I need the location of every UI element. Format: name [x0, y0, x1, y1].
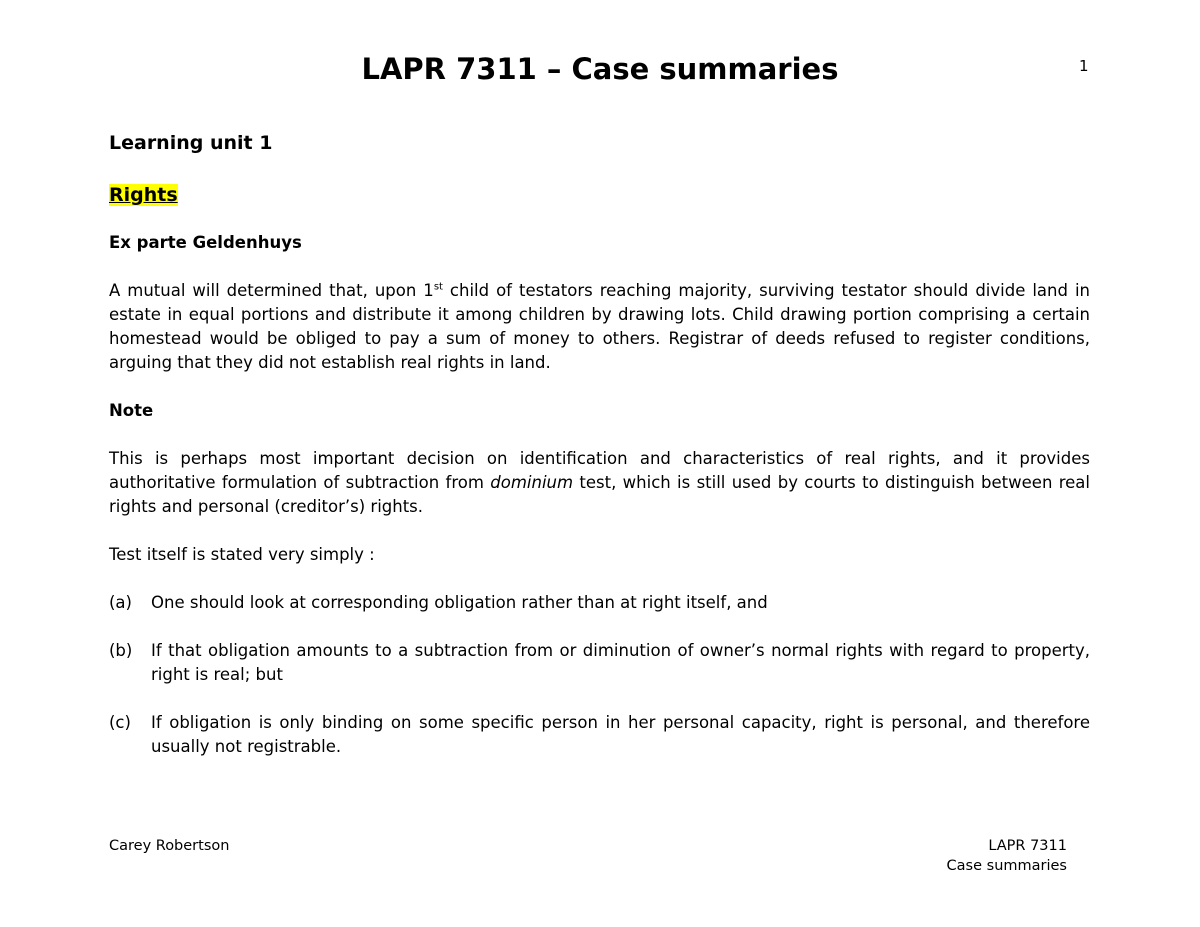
footer-author: Carey Robertson — [109, 838, 230, 854]
list-item-marker: (b) — [109, 641, 133, 660]
list-item-text: If that obligation amounts to a subtraction from or diminution of owner’s normal rights with regard to property, right is real; but — [151, 641, 1090, 684]
test-list — [109, 591, 1090, 759]
list-item — [109, 591, 1090, 615]
note-text-1: This is perhaps most important decision on identification and characteristics of real rights, and it provides authoritative formulation of subtraction from — [109, 449, 1090, 492]
case-facts-superscript: st — [433, 281, 443, 293]
list-item — [109, 711, 1090, 759]
case-facts-paragraph — [109, 279, 1090, 375]
case-title: Ex parte Geldenhuys — [109, 233, 302, 252]
document-title: LAPR 7311 – Case summaries — [361, 52, 839, 86]
learning-unit-heading: Learning unit 1 — [109, 132, 273, 154]
footer-course: LAPR 7311 — [988, 838, 1067, 854]
section-heading-text: Rights — [109, 184, 178, 206]
note-paragraph — [109, 447, 1090, 519]
case-facts-text-1: A mutual will determined that, upon 1 — [109, 281, 434, 300]
page-number: 1 — [1079, 57, 1089, 75]
note-heading: Note — [109, 401, 154, 420]
list-item — [109, 639, 1090, 687]
footer-course-info — [947, 836, 1067, 876]
case-facts-text-2: child of testators reaching majority, surviving testator should divide land in estate in equal portions and distribute it among children by drawing lots. Child drawing portion comprising a certain homestead would be obliged to pay a sum of money to others. Registrar of deeds refused to register conditions, arguing that they did not establish real rights in land. — [109, 281, 1090, 372]
test-intro: Test itself is stated very simply : — [109, 545, 375, 564]
note-text-2: test, which is still used by courts to distinguish between real rights and personal (creditor’s) rights. — [109, 473, 1091, 516]
footer-doc: Case summaries — [946, 858, 1067, 874]
note-text-italic: dominium — [490, 473, 574, 492]
section-heading — [109, 183, 1090, 211]
list-item-text: If obligation is only binding on some specific person in her personal capacity, right is personal, and therefore usually not registrable. — [151, 713, 1090, 756]
document-body — [109, 131, 1090, 759]
list-item-marker: (a) — [109, 593, 132, 612]
list-item-text: One should look at corresponding obligation rather than at right itself, and — [151, 593, 768, 612]
list-item-marker: (c) — [109, 713, 131, 732]
